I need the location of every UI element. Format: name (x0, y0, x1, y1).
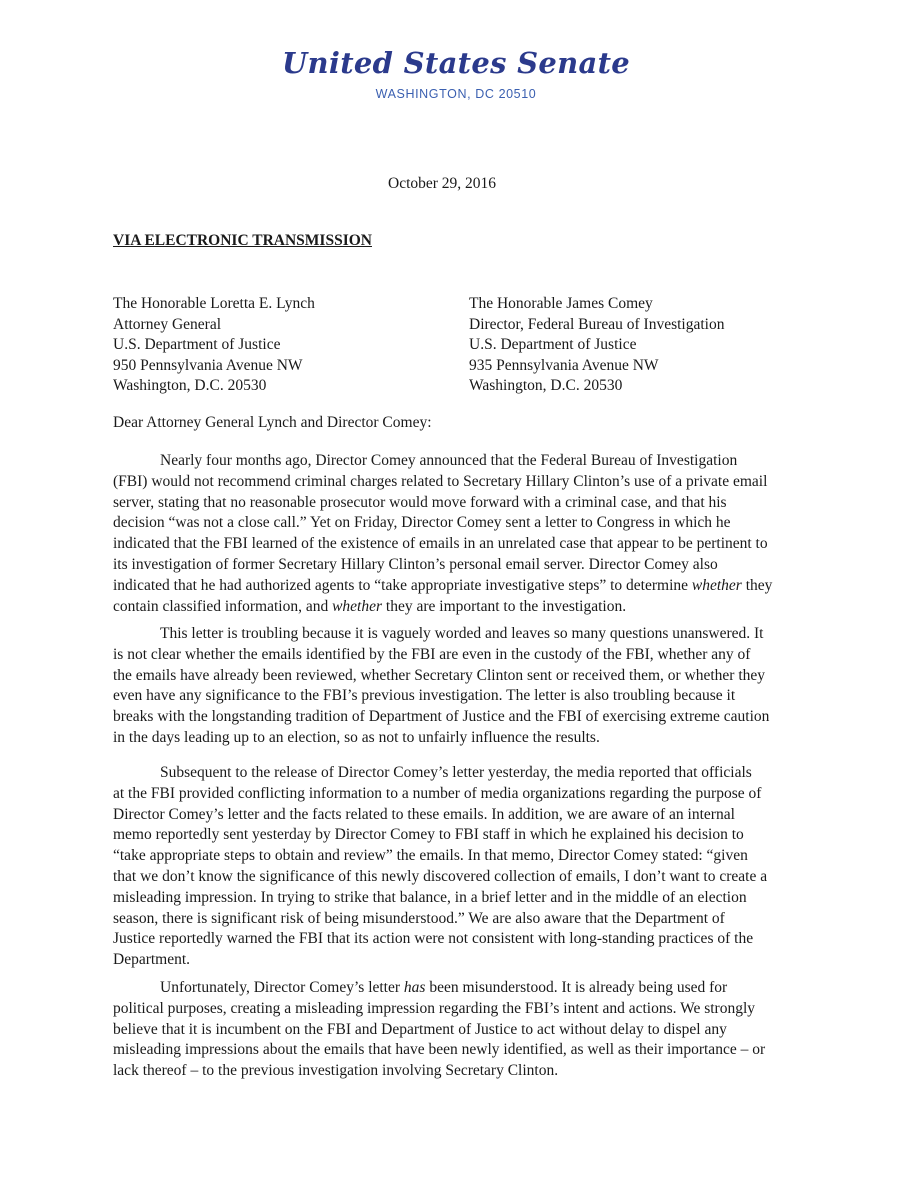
paragraph-line: season, there is significant risk of being misunderstood.” We are also aware that the Department of (113, 909, 725, 927)
paragraph-line: decision “was not a close call.” Yet on Friday, Director Comey sent a letter to Congress in which he (113, 514, 731, 532)
letter-date: October 29, 2016 (388, 175, 497, 192)
paragraph-line: that we don’t know the significance of this newly discovered collection of emails, I don’t want to create a (113, 867, 768, 885)
address-line: The Honorable James Comey (469, 295, 653, 312)
paragraph-line: This letter is troubling because it is vaguely worded and leaves so many questions unanswered. It (160, 625, 764, 642)
paragraph-line: Justice reportedly warned the FBI that its action were not consistent with long-standing practices of the (113, 930, 754, 948)
paragraph-line (113, 576, 813, 597)
address-line: Washington, D.C. 20530 (113, 377, 267, 395)
paragraph-line: breaks with the longstanding tradition of Department of Justice and the FBI of exercising extreme caution (113, 708, 770, 726)
text-segment: they are important to the investigation. (382, 597, 627, 615)
paragraph-line: its investigation of former Secretary Hillary Clinton’s personal email server. Director Comey also (113, 555, 718, 573)
paragraph-line: “take appropriate steps to obtain and review” the emails. In that memo, Director Comey stated: “given (113, 847, 748, 865)
letterhead-subtitle: WASHINGTON, DC 20510 (375, 87, 537, 101)
paragraph-line: the emails have already been reviewed, whether Secretary Clinton sent or received them, or whether they (113, 666, 766, 684)
body-paragraph-3 (113, 763, 813, 971)
paragraph-line: Subsequent to the release of Director Comey’s letter yesterday, the media reported that officials (160, 764, 752, 781)
paragraph-line: is not clear whether the emails identified by the FBI are even in the custody of the FBI, whether any of (113, 645, 751, 663)
body-paragraph-2 (113, 624, 813, 749)
paragraph-line: memo reportedly sent yesterday by Director Comey to FBI staff in which he explained his decision to (113, 826, 744, 844)
address-line: Washington, D.C. 20530 (469, 377, 623, 395)
address-line: U.S. Department of Justice (113, 336, 281, 354)
paragraph-line: believe that it is incumbent on the FBI and Department of Justice to act without delay to dispel any (113, 1020, 727, 1038)
paragraph-line: Department. (113, 951, 191, 969)
paragraph-line: misleading impression. In trying to strike that balance, in a brief letter and in the middle of an election (113, 888, 747, 906)
recipient-address-lynch (113, 294, 315, 397)
paragraph-line: at the FBI provided conflicting information to a number of media organizations regarding the purpose of (113, 784, 762, 802)
text-segment: contain classified information, and (113, 597, 333, 615)
paragraph-line: misleading impressions about the emails that have been newly identified, as well as their importance – or (113, 1041, 766, 1059)
emphasis-text: whether (332, 597, 383, 615)
body-paragraph-4 (113, 978, 813, 1082)
paragraph-line: even have any significance to the FBI’s previous investigation. The letter is also troubling because it (113, 687, 736, 705)
text-segment: indicated that he had authorized agents to “take appropriate investigative steps” to determine (113, 576, 692, 594)
address-line: Attorney General (113, 315, 222, 333)
address-line: 935 Pennsylvania Avenue NW (469, 356, 659, 374)
address-line: U.S. Department of Justice (469, 336, 637, 354)
text-segment: been misunderstood. It is already being used for (425, 979, 728, 996)
emphasis-text: has (403, 979, 426, 996)
salutation: Dear Attorney General Lynch and Director Comey: (113, 414, 432, 431)
letterhead-title: United States Senate (281, 46, 631, 80)
paragraph-line: (FBI) would not recommend criminal charges related to Secretary Hillary Clinton’s use of a private email (113, 472, 768, 490)
paragraph-line (113, 597, 813, 618)
address-line: The Honorable Loretta E. Lynch (113, 295, 315, 312)
recipient-address-comey (469, 294, 724, 397)
text-segment: they (741, 576, 773, 594)
address-line: 950 Pennsylvania Avenue NW (113, 356, 303, 374)
paragraph-line: lack thereof – to the previous investigation involving Secretary Clinton. (113, 1062, 559, 1080)
paragraph-line: Nearly four months ago, Director Comey announced that the Federal Bureau of Investigation (160, 452, 738, 469)
emphasis-text: whether (691, 576, 742, 594)
paragraph-line: in the days leading up to an election, so as not to unfairly influence the results. (113, 728, 600, 746)
paragraph-line: political purposes, creating a misleading impression regarding the FBI’s intent and actions. We strongly (113, 999, 756, 1017)
paragraph-line (113, 978, 813, 999)
address-line: Director, Federal Bureau of Investigation (469, 315, 725, 333)
text-segment: Unfortunately, Director Comey’s letter (160, 979, 404, 996)
transmission-heading: VIA ELECTRONIC TRANSMISSION (113, 232, 372, 249)
paragraph-line: indicated that the FBI learned of the existence of emails in an unrelated case that appear to be pertinent to (113, 535, 768, 553)
paragraph-line: server, stating that no reasonable prosecutor would move forward with a criminal case, and that his (113, 493, 727, 511)
paragraph-line: Director Comey’s letter and the facts related to these emails. In addition, we are aware of an internal (113, 805, 735, 823)
body-paragraph-1 (113, 451, 813, 617)
